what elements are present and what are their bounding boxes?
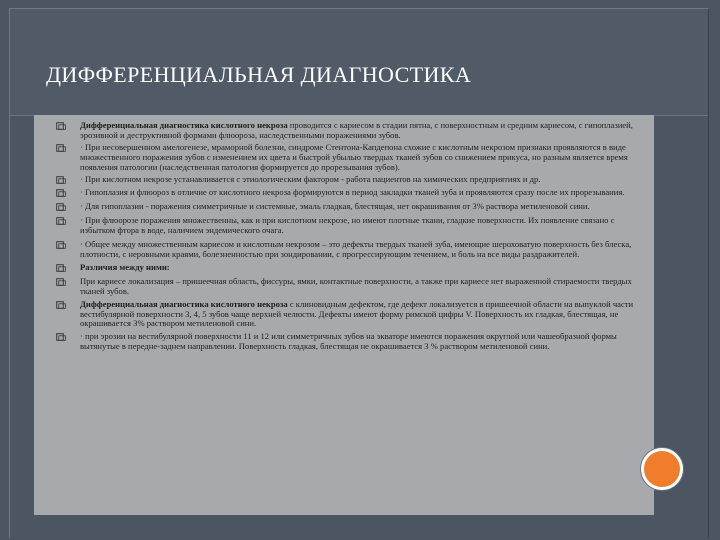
list-item: [56, 300, 634, 330]
square-bullet-icon: [56, 189, 66, 197]
bullet-text: · Общее между множественным кариесом и кислотным некрозом – это дефекты твердых тканей зуба, имеющие шероховатую поверхность без блеска, плотности, с неровными краями, болезненностью при зондировании, с прогрессирующим течением, и боль на все виды раздражителей.: [80, 239, 632, 259]
square-bullet-icon: [56, 264, 66, 272]
list-item: [56, 121, 634, 141]
bullet-text: · При флюорозе поражения множественны, как и при кислотном некрозе, но имеют плотные ткани, гладкие поверхности. Их появление связано с избытком фтора в воде, наличием эндемического очага.: [80, 215, 615, 236]
square-bullet-icon: [56, 217, 66, 225]
bullet-bold-text: Дифференциальная диагностика кислотного некроза: [80, 298, 288, 309]
square-bullet-icon: [56, 301, 66, 309]
bullet-text: проводится с кариесом в стадии пятна, с поверхностным и средним кариесом, с гипоплазией, эрозивной и деструктивной формами флюороза, наследственными поражениями зубов.: [80, 120, 633, 140]
square-bullet-icon: [56, 144, 66, 152]
bullet-text: При кариесе локализация – пришеечная область, фиссуры, ямки, контактные поверхности, а также при кариесе нет выраженной стираемости твердых тканей зубов.: [80, 275, 632, 296]
orange-circle: [641, 448, 683, 490]
list-item: [56, 143, 634, 173]
square-bullet-icon: [56, 278, 66, 286]
list-item: [56, 216, 634, 236]
list-item: [56, 175, 634, 185]
bullet-text: с клиновидным дефектом, где дефект локализуется в пришеечной области на выпуклой части вестибулярной поверхности 3, 4, 5 зубов чаще верхней челюсти. Дефекты имеют форму римской цифры V. Поверхность их гладкая, блестящая, не окрашивается 3% раствором метиленовой сини.: [80, 298, 634, 329]
list-item: [56, 240, 634, 260]
bullet-text: · При кислотном некрозе устанавливается с этиологическим фактором - работа пациентов на химических предприятиях и др.: [80, 173, 541, 184]
square-bullet-icon: [56, 203, 66, 211]
bullet-list: [56, 121, 634, 352]
square-bullet-icon: [56, 241, 66, 249]
square-bullet-icon: [56, 176, 66, 184]
list-item: [56, 188, 634, 198]
square-bullet-icon: [56, 333, 66, 341]
list-item: [56, 332, 634, 352]
bullet-text: · Для гипоплазии - поражения симметричные и системные, эмаль гладкая, блестящая, нет окрашивания от 3% раствора метиленовой сини.: [80, 201, 590, 212]
bullet-text: · при эрозии на вестибулярной поверхности 11 и 12 или симметричных зубов на экваторе имеются поражения округлой или чашеобразной формы вытянутые в передне-заднем направлении. Поверхность гладкая, блестящая не окрашивается 3 % раствором метиленовой сини.: [80, 331, 617, 352]
bullet-bold-text: Различия между ними:: [80, 261, 170, 272]
bullet-text: · Гипоплазия и флюороз в отличие от кислотного некроза формируются в период закладки тканей зуба и проявляются сразу после их прорезывания.: [80, 187, 625, 198]
bullet-bold-text: Дифференциальная диагностика кислотного некроза: [80, 120, 288, 130]
list-item: [56, 202, 634, 212]
slide-title: ДИФФЕРЕНЦИАЛЬНАЯ ДИАГНОСТИКА: [46, 62, 472, 87]
list-item: [56, 277, 634, 297]
list-item: [56, 263, 634, 273]
bullet-text: · При несовершенном амелогенезе, мраморной болезни, синдроме Стентона-Капдепона схожие с кислотным некрозом признаки проявляются в виде множественного поражения зубов с изменением их цвета и быстрой убылью твердых тканей зубов со снижением прикуса, но разным является время появления патологии (наследственная патология формируется до прорезывания зубов).: [80, 141, 628, 172]
square-bullet-icon: [56, 122, 66, 130]
